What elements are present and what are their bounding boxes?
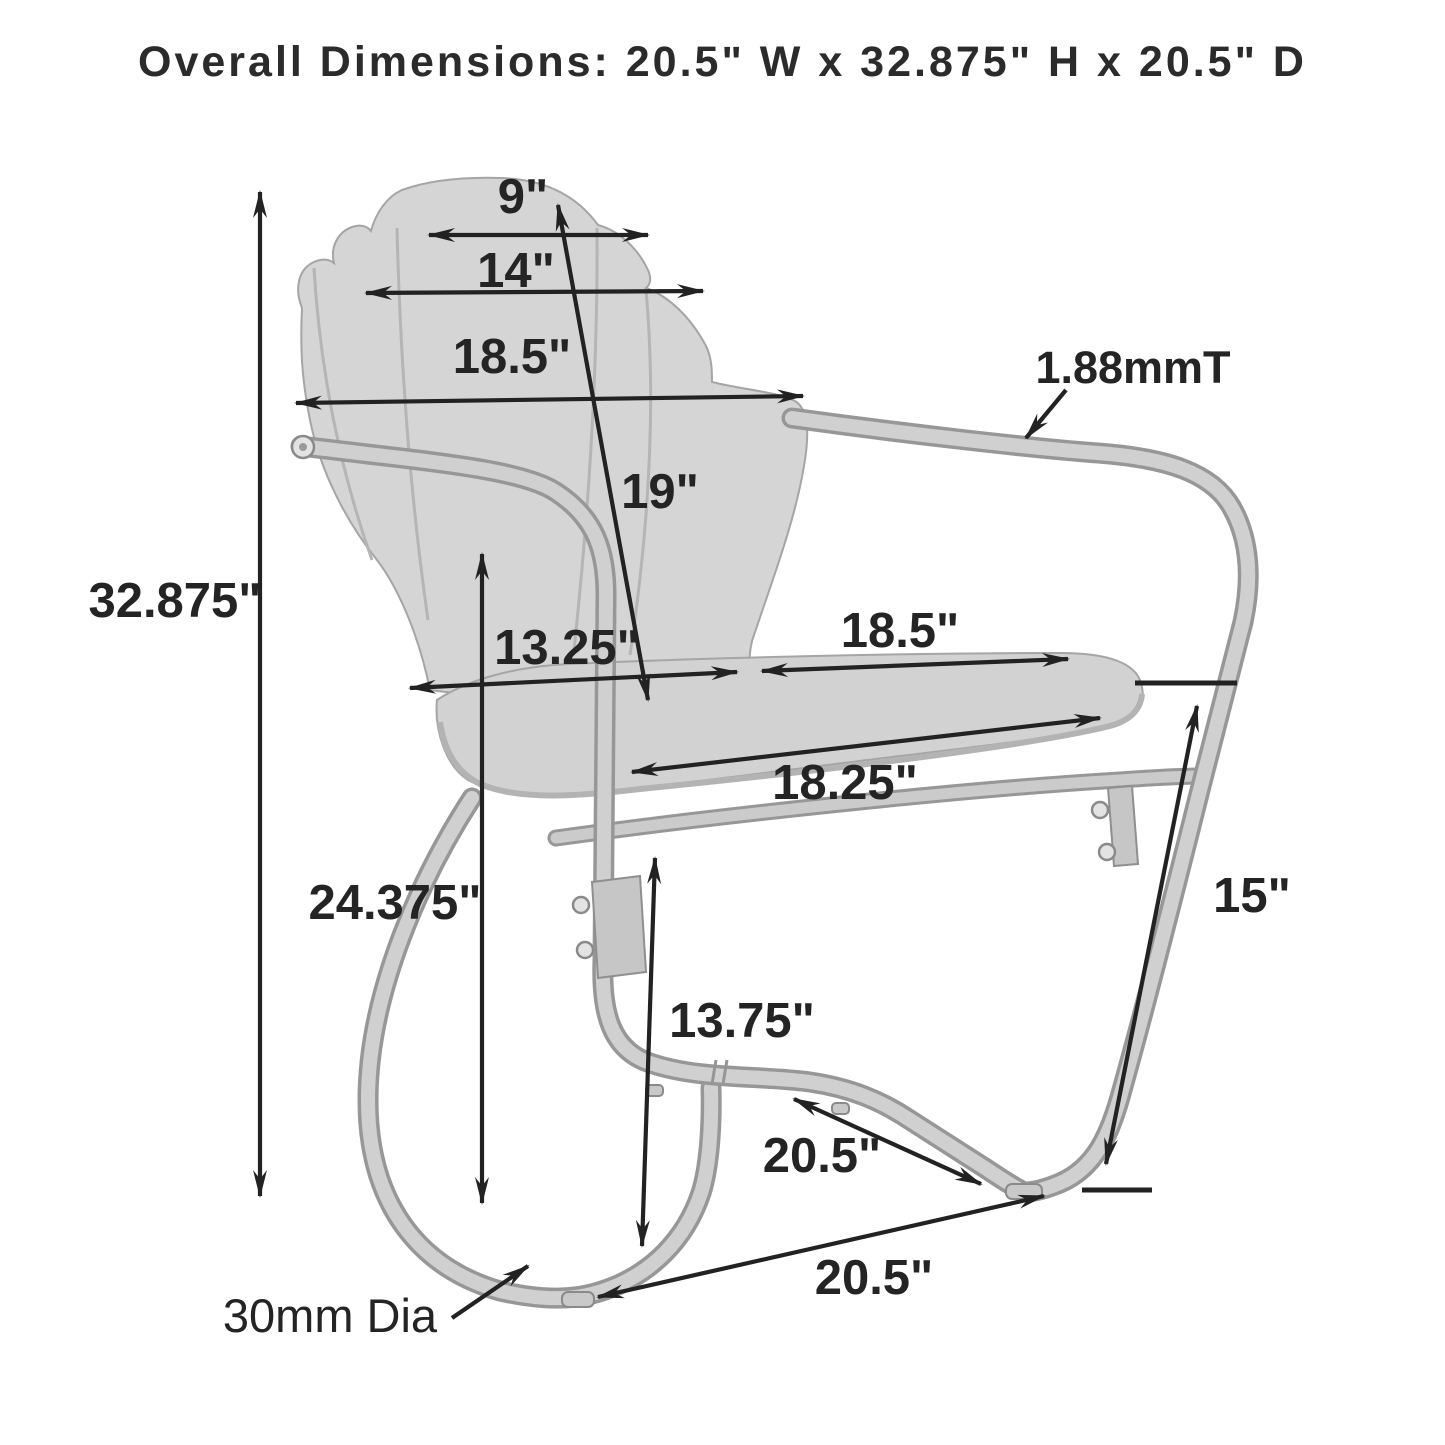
dim-label-inner-base-height: 13.75" (669, 994, 815, 1048)
bolt (1092, 802, 1108, 818)
dim-label-overall-height: 32.875" (88, 574, 262, 628)
dim-label-seat-width: 18.25" (772, 756, 918, 810)
front-bracket-plate (592, 876, 646, 978)
dim-label-back-overall-width: 18.5" (452, 330, 572, 384)
dim-label-back-post-height: 24.375" (308, 876, 482, 930)
dim-label-overall-depth: 20.5" (814, 1251, 934, 1305)
armrest-cap-bolt-center (299, 443, 307, 451)
dim-label-seat-back-width: 13.25" (494, 621, 640, 675)
dim-label-base-rail: 20.5" (762, 1129, 882, 1183)
bolt (577, 942, 593, 958)
dim-label-tube-thickness: 1.88mmT (1035, 342, 1231, 393)
page-title: Overall Dimensions: 20.5" W x 32.875" H x 20.5" D (138, 38, 1307, 86)
dim-label-rear-base-height: 15" (1213, 869, 1291, 923)
runner-glide (832, 1103, 849, 1114)
dim-label-arm-span: 18.5" (840, 604, 960, 658)
callout-arrow-tube-thickness (1026, 390, 1066, 438)
dim-label-tube-diameter: 30mm Dia (222, 1289, 438, 1342)
dim-label-back-mid-width: 14" (477, 244, 555, 298)
bolt (1099, 844, 1115, 860)
front-foot-glide (562, 1292, 594, 1307)
front-c-spring (368, 798, 711, 1298)
bolt (573, 897, 589, 913)
dim-label-back-top-width: 9" (497, 170, 549, 224)
dim-label-back-diagonal: 19" (621, 465, 699, 519)
